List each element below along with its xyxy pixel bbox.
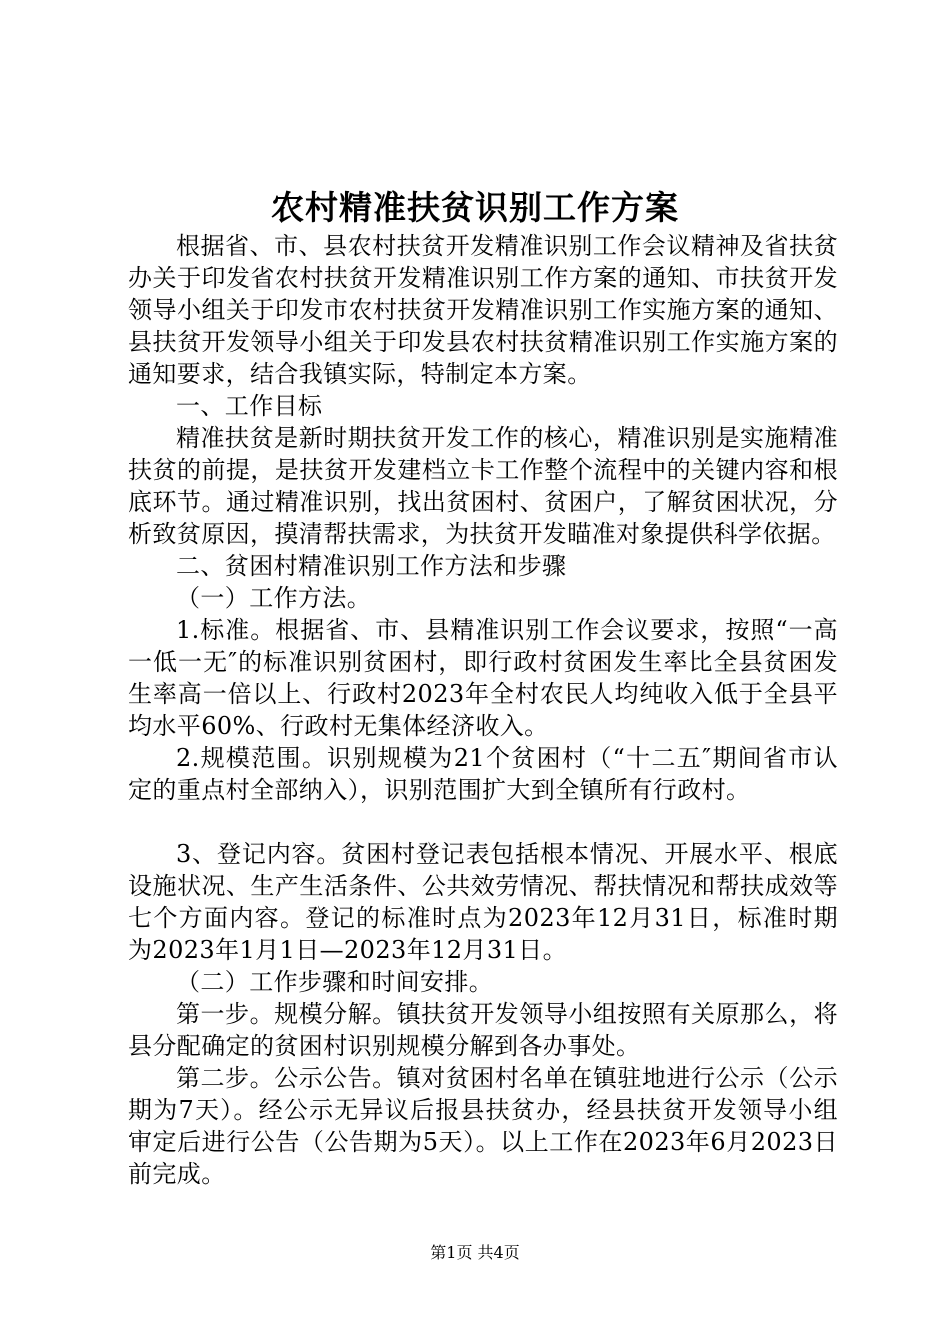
paragraph-step-one: 第一步。规模分解。镇扶贫开发领导小组按照有关原那么，将县分配确定的贫困村识别规模分解到各办事处。	[128, 1000, 838, 1060]
blank-line	[128, 806, 838, 838]
page-number: 第1页 共4页	[430, 1243, 520, 1262]
paragraph-intro: 根据省、市、县农村扶贫开发精准识别工作会议精神及省扶贫办关于印发省农村扶贫开发精准识别工作方案的通知、市扶贫开发领导小组关于印发市农村扶贫开发精准识别工作实施方案的通知、县扶贫开发领导小组关于印发县农村扶贫精准识别工作实施方案的通知要求，结合我镇实际，特制定本方案。	[128, 232, 838, 388]
paragraph-scope: 2.规模范围。识别规模为21个贫困村（“十二五″期间省市认定的重点村全部纳入），识别范围扩大到全镇所有行政村。	[128, 744, 838, 804]
subsection-heading-steps: （二）工作步骤和时间安排。	[176, 968, 494, 996]
paragraph-standard: 1.标准。根据省、市、县精准识别工作会议要求，按照“一高一低一无″的标准识别贫困村，即行政村贫困发生率比全县贫困发生率高一倍以上、行政村2023年全村农民人均纯收入低于全县平均水平60%、行政村无集体经济收入。	[128, 616, 838, 740]
paragraph-registration: 3、登记内容。贫困村登记表包括根本情况、开展水平、根底设施状况、生产生活条件、公共效劳情况、帮扶情况和帮扶成效等七个方面内容。登记的标准时点为2023年12月31日，标准时期为2023年1月1日—2023年12月31日。	[128, 840, 838, 964]
subsection-heading-method: （一）工作方法。	[176, 584, 372, 612]
section-heading-goal: 一、工作目标	[176, 392, 323, 420]
paragraph-goal: 精准扶贫是新时期扶贫开发工作的核心，精准识别是实施精准扶贫的前提，是扶贫开发建档立卡工作整个流程中的关键内容和根底环节。通过精准识别，找出贫困村、贫困户，了解贫困状况，分析致贫原因，摸清帮扶需求，为扶贫开发瞄准对象提供科学依据。	[128, 424, 838, 548]
paragraph-step-two: 第二步。公示公告。镇对贫困村名单在镇驻地进行公示（公示期为7天）。经公示无异议后报县扶贫办，经县扶贫开发领导小组审定后进行公告（公告期为5天）。以上工作在2023年6月2023日前完成。	[128, 1064, 838, 1188]
section-heading-method: 二、贫困村精准识别工作方法和步骤	[176, 552, 567, 580]
document-title: 农村精准扶贫识别工作方案	[271, 188, 679, 227]
document-body	[128, 230, 838, 1190]
